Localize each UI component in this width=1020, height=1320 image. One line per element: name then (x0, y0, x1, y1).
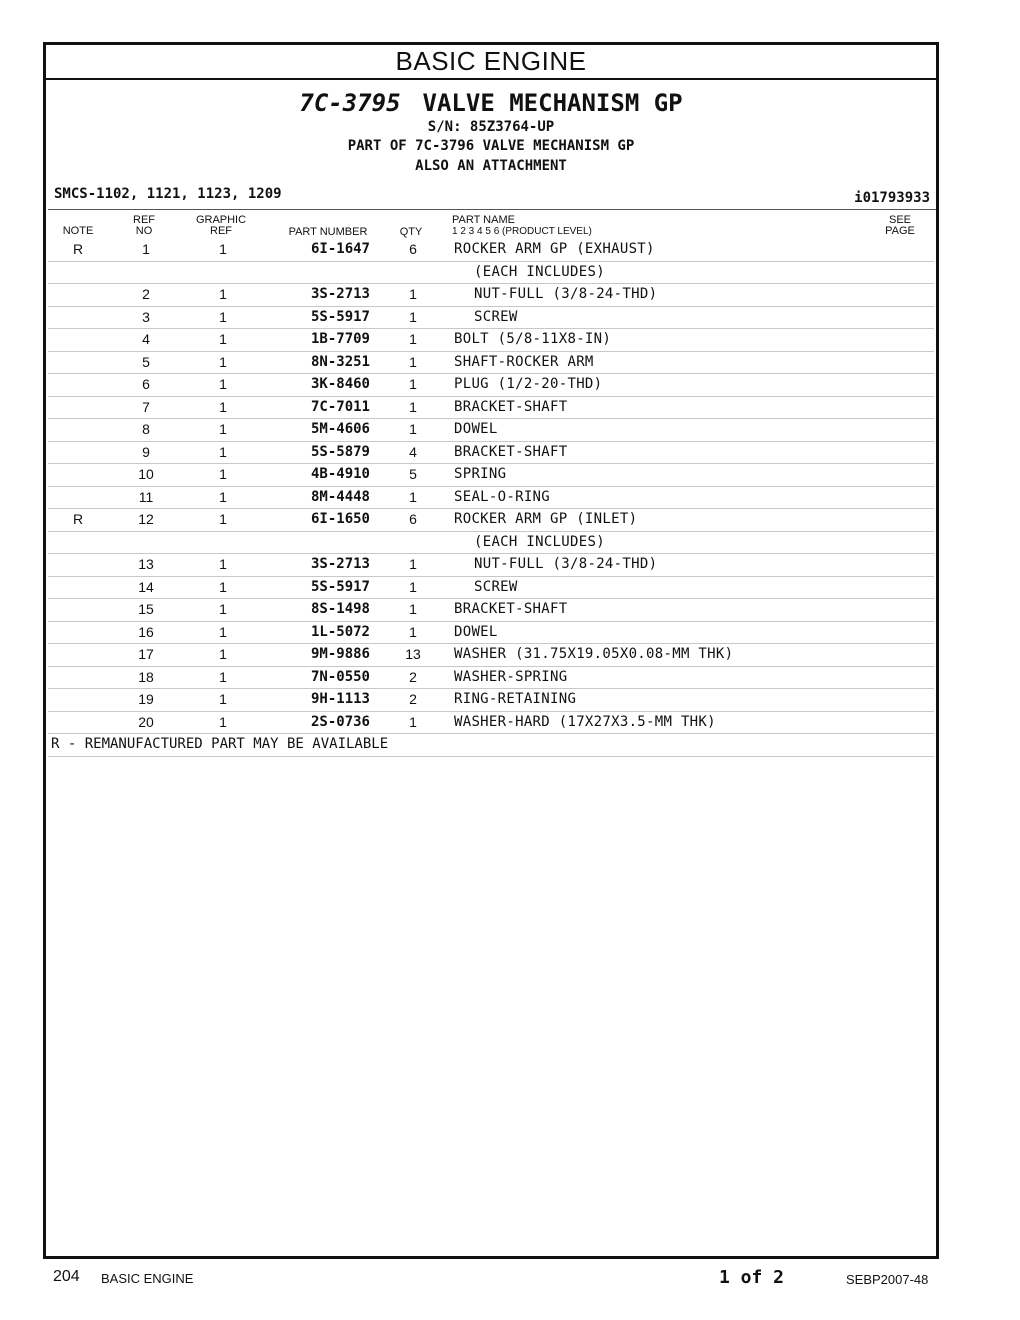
ref-no-cell: 4 (142, 331, 150, 347)
graphic-ref-cell: 1 (219, 241, 227, 257)
ref-no-cell: 16 (138, 623, 154, 640)
part-name-cell: DOWEL (454, 421, 498, 437)
qty-cell: 1 (409, 353, 417, 370)
header-part-number: PART NUMBER (288, 226, 368, 238)
part-name-cell: PLUG (1/2-20-THD) (454, 376, 603, 392)
table-row (48, 509, 934, 532)
header-see-page (876, 215, 924, 237)
header-see-page-line1: SEE (888, 214, 911, 226)
serial-range: S/N: 85Z3764-UP (427, 119, 555, 135)
table-row (48, 239, 934, 262)
graphic-ref-cell: 1 (219, 556, 227, 572)
qty-cell: 4 (409, 443, 417, 460)
note-cell: R (72, 241, 84, 257)
graphic-ref-cell: 1 (219, 668, 227, 685)
table-row (48, 487, 934, 510)
header-note: NOTE (62, 225, 94, 237)
ref-no-cell: 18 (138, 668, 154, 685)
qty-cell: 1 (409, 376, 417, 392)
table-row (48, 622, 934, 645)
ref-no-cell: 9 (142, 443, 150, 460)
qty-cell: 6 (409, 511, 417, 527)
graphic-ref-cell: 1 (219, 623, 227, 640)
parts-page-frame (43, 42, 939, 1259)
ref-no-cell: 6 (142, 376, 150, 392)
graphic-ref-cell: 1 (219, 443, 227, 460)
ref-no-cell: 15 (138, 601, 154, 617)
part-name-cell: BOLT (5/8-11X8-IN) (454, 331, 612, 347)
table-row (48, 442, 934, 465)
table-row (48, 419, 934, 442)
table-row (48, 667, 934, 690)
qty-cell: 5 (409, 466, 417, 482)
ref-no-cell: 14 (138, 578, 154, 595)
footnote-row (48, 734, 934, 757)
part-number-cell: 5S-5879 (310, 443, 370, 460)
part-number-cell: 8N-3251 (310, 353, 370, 370)
smcs-codes: SMCS-1102, 1121, 1123, 1209 (54, 186, 282, 202)
part-name-cell: WASHER-HARD (17X27X3.5-MM THK) (454, 713, 716, 730)
part-name-cell: (EACH INCLUDES) (474, 533, 605, 550)
part-name-cell: RING-RETAINING (454, 691, 577, 707)
header-part-name (452, 215, 592, 237)
qty-cell: 1 (409, 556, 417, 572)
part-number-cell: 7N-0550 (310, 668, 370, 685)
part-number-cell: 1B-7709 (310, 331, 370, 347)
qty-cell: 1 (409, 286, 417, 302)
ref-no-cell: 8 (142, 421, 150, 437)
qty-cell: 1 (409, 601, 417, 617)
table-row (48, 352, 934, 375)
part-number-cell: 3K-8460 (310, 376, 370, 392)
ref-no-cell: 20 (138, 713, 154, 730)
graphic-ref-cell: 1 (219, 421, 227, 437)
part-number-cell: 6I-1647 (310, 241, 370, 257)
part-number-cell: 3S-2713 (310, 556, 370, 572)
ref-no-cell: 17 (138, 646, 154, 662)
qty-cell: 1 (409, 398, 417, 415)
part-number-cell: 5S-5917 (310, 308, 370, 325)
ref-no-cell: 12 (138, 511, 154, 527)
table-row (48, 307, 934, 330)
graphic-ref-cell: 1 (219, 601, 227, 617)
graphic-ref-cell: 1 (219, 286, 227, 302)
part-name-cell: SCREW (474, 308, 518, 325)
ref-no-cell: 1 (142, 241, 150, 257)
header-see-page-line2: PAGE (885, 225, 915, 237)
footer-section: BASIC ENGINE (101, 1271, 194, 1286)
qty-cell: 1 (409, 488, 417, 505)
part-number-cell: 8S-1498 (310, 601, 370, 617)
header-ref-no-line2: NO (135, 225, 153, 237)
ref-no-cell: 5 (142, 353, 150, 370)
table-row (48, 464, 934, 487)
part-name-cell: ROCKER ARM GP (EXHAUST) (454, 241, 655, 257)
title-part-number: 7C-3795 (299, 89, 401, 117)
header-ref-no-line1: REF (133, 214, 155, 226)
part-name-cell: NUT-FULL (3/8-24-THD) (474, 286, 658, 302)
part-name-cell: NUT-FULL (3/8-24-THD) (474, 556, 658, 572)
part-of-line: PART OF 7C-3796 VALVE MECHANISM GP (347, 138, 635, 154)
graphic-ref-cell: 1 (219, 466, 227, 482)
footer-page-count: 1 of 2 (719, 1267, 785, 1288)
table-row (48, 374, 934, 397)
part-name-cell: BRACKET-SHAFT (454, 601, 568, 617)
part-number-cell: 9H-1113 (310, 691, 370, 707)
table-row (48, 577, 934, 600)
part-number-cell: 4B-4910 (310, 466, 370, 482)
table-row (48, 262, 934, 285)
qty-cell: 1 (409, 623, 417, 640)
title-part-name: VALVE MECHANISM GP (422, 89, 683, 117)
table-row (48, 554, 934, 577)
graphic-ref-cell: 1 (219, 488, 227, 505)
ref-no-cell: 10 (138, 466, 154, 482)
table-row (48, 689, 934, 712)
part-number-cell: 5S-5917 (310, 578, 370, 595)
part-number-cell: 8M-4448 (310, 488, 370, 505)
page-title (46, 89, 936, 117)
part-name-cell: SHAFT-ROCKER ARM (454, 353, 594, 370)
graphic-ref-cell: 1 (219, 398, 227, 415)
part-name-cell: DOWEL (454, 623, 498, 640)
qty-cell: 2 (409, 668, 417, 685)
header-part-name-label: PART NAME (452, 214, 515, 226)
parts-table (48, 239, 934, 757)
section-title: BASIC ENGINE (46, 45, 936, 80)
ref-no-cell: 7 (142, 398, 150, 415)
header-ref-no (124, 215, 164, 237)
footnote-text: R - REMANUFACTURED PART MAY BE AVAILABLE (51, 736, 389, 752)
part-number-cell: 2S-0736 (310, 713, 370, 730)
graphic-ref-cell: 1 (219, 578, 227, 595)
footer-page-number: 204 (53, 1268, 80, 1285)
ref-no-cell: 3 (142, 308, 150, 325)
ref-no-cell: 19 (138, 691, 154, 707)
qty-cell: 1 (409, 308, 417, 325)
header-graphic-ref (186, 215, 256, 237)
part-name-cell: SCREW (474, 578, 518, 595)
ref-no-cell: 13 (138, 556, 154, 572)
part-name-cell: BRACKET-SHAFT (454, 443, 568, 460)
ref-no-cell: 11 (138, 488, 154, 505)
qty-cell: 1 (409, 331, 417, 347)
table-row (48, 712, 934, 735)
graphic-ref-cell: 1 (219, 331, 227, 347)
qty-cell: 13 (405, 646, 421, 662)
footer-doc-id: SEBP2007-48 (846, 1272, 929, 1287)
part-name-cell: SEAL-O-RING (454, 488, 551, 505)
ref-no-cell: 2 (142, 286, 150, 302)
graphic-ref-cell: 1 (219, 646, 227, 662)
part-name-cell: WASHER-SPRING (454, 668, 568, 685)
graphic-ref-cell: 1 (219, 713, 227, 730)
part-number-cell: 5M-4606 (310, 421, 370, 437)
header-product-levels: 1 2 3 4 5 6 (PRODUCT LEVEL) (452, 226, 592, 237)
part-name-cell: SPRING (454, 466, 507, 482)
graphic-ref-cell: 1 (219, 308, 227, 325)
table-row (48, 599, 934, 622)
header-divider (48, 209, 936, 210)
attachment-line: ALSO AN ATTACHMENT (415, 158, 567, 174)
graphic-ref-cell: 1 (219, 353, 227, 370)
qty-cell: 6 (409, 241, 417, 257)
graphic-ref-cell: 1 (219, 376, 227, 392)
table-row (48, 397, 934, 420)
part-name-cell: BRACKET-SHAFT (454, 398, 568, 415)
part-number-cell: 6I-1650 (310, 511, 370, 527)
qty-cell: 1 (409, 578, 417, 595)
table-row (48, 329, 934, 352)
part-number-cell: 3S-2713 (310, 286, 370, 302)
part-name-cell: WASHER (31.75X19.05X0.08-MM THK) (454, 646, 734, 662)
graphic-ref-cell: 1 (219, 691, 227, 707)
header-qty: QTY (399, 226, 423, 238)
note-cell: R (72, 511, 84, 527)
part-name-cell: (EACH INCLUDES) (474, 263, 605, 280)
part-number-cell: 1L-5072 (310, 623, 370, 640)
part-number-cell: 9M-9886 (310, 646, 370, 662)
graphic-ref-cell: 1 (219, 511, 227, 527)
header-graphic-ref-line1: GRAPHIC (195, 214, 247, 226)
table-row (48, 284, 934, 307)
qty-cell: 2 (409, 691, 417, 707)
qty-cell: 1 (409, 421, 417, 437)
part-number-cell: 7C-7011 (310, 398, 370, 415)
qty-cell: 1 (409, 713, 417, 730)
table-row (48, 532, 934, 555)
header-graphic-ref-line2: REF (210, 225, 232, 237)
table-row (48, 644, 934, 667)
part-name-cell: ROCKER ARM GP (INLET) (454, 511, 638, 527)
illustration-id: i01793933 (854, 190, 930, 206)
